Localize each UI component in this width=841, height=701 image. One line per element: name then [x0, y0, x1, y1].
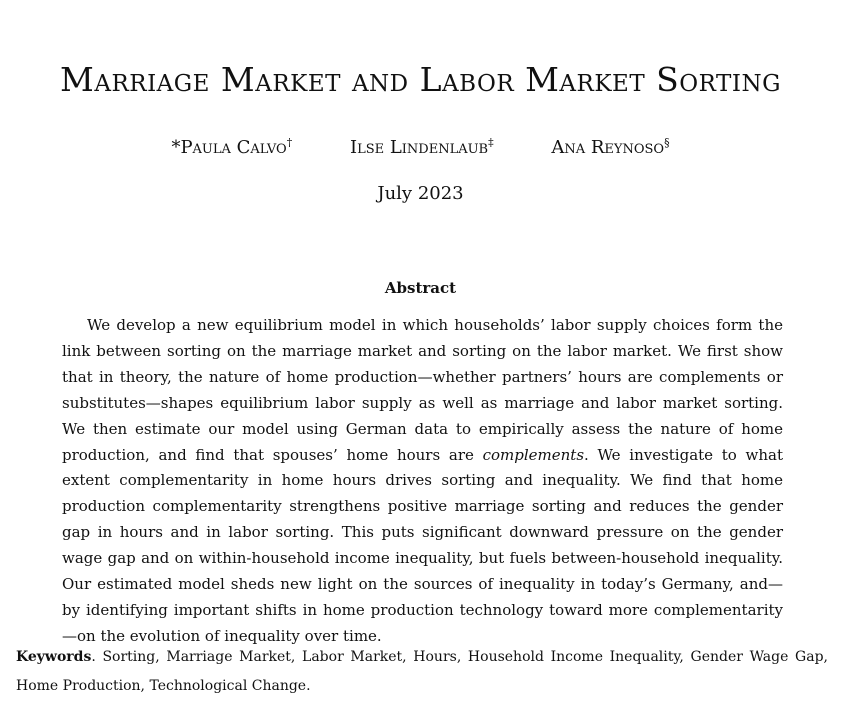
keywords-separator: .	[91, 649, 103, 665]
paper-title: Marriage Market and Labor Market Sorting	[60, 60, 781, 99]
author-1	[171, 136, 292, 158]
author-2	[350, 136, 494, 158]
abstract-part-2: . We investigate to what extent complementarity in home hours drives sorting and inequality. We find that home production complementarity strengthens positive marriage sorting and reduces the gender gap in hours and in labor sorting. This puts significant downward pressure on the gender wage gap and on within-household income inequality, but fuels between-household inequality. Our estimated model sheds new light on the sources of inequality in today’s Germany, and—by identifying important shifts in home production technology toward more complementarity—on the evolution of inequality over time.	[62, 445, 783, 645]
abstract-emphasis: complements	[482, 445, 585, 464]
author-3	[551, 136, 669, 158]
abstract-text	[62, 313, 783, 650]
author-1-footnote-mark: †	[286, 136, 293, 149]
author-2-footnote-mark: ‡	[488, 136, 494, 149]
abstract-part-1: We develop a new equilibrium model in which households’ labor supply choices form the link between sorting on the marriage market and sorting on the labor market. We first show that in theory, the nature of home production—whether partners’ hours are complements or substitutes—shapes equilibrium labor supply as well as marriage and labor market sorting. We then estimate our model using German data to empirically assess the nature of home production, and find that spouses’ home hours are	[62, 316, 783, 464]
abstract-heading: Abstract	[384, 279, 457, 297]
author-3-footnote-mark: §	[664, 136, 670, 149]
keywords-label: Keywords	[16, 649, 92, 665]
keywords-list: Sorting, Marriage Market, Labor Market, Hours, Household Income Inequality, Gender Wage Gap, Home Production, Technological Change.	[16, 649, 828, 694]
author-2-name: Ilse Lindenlaub	[349, 137, 489, 158]
author-1-name: Paula Calvo	[180, 137, 287, 158]
author-1-prefix: *	[171, 137, 181, 158]
author-list	[0, 136, 841, 158]
author-3-name: Ana Reynoso	[551, 137, 665, 158]
keywords	[16, 643, 828, 701]
publication-date: July 2023	[377, 183, 464, 204]
